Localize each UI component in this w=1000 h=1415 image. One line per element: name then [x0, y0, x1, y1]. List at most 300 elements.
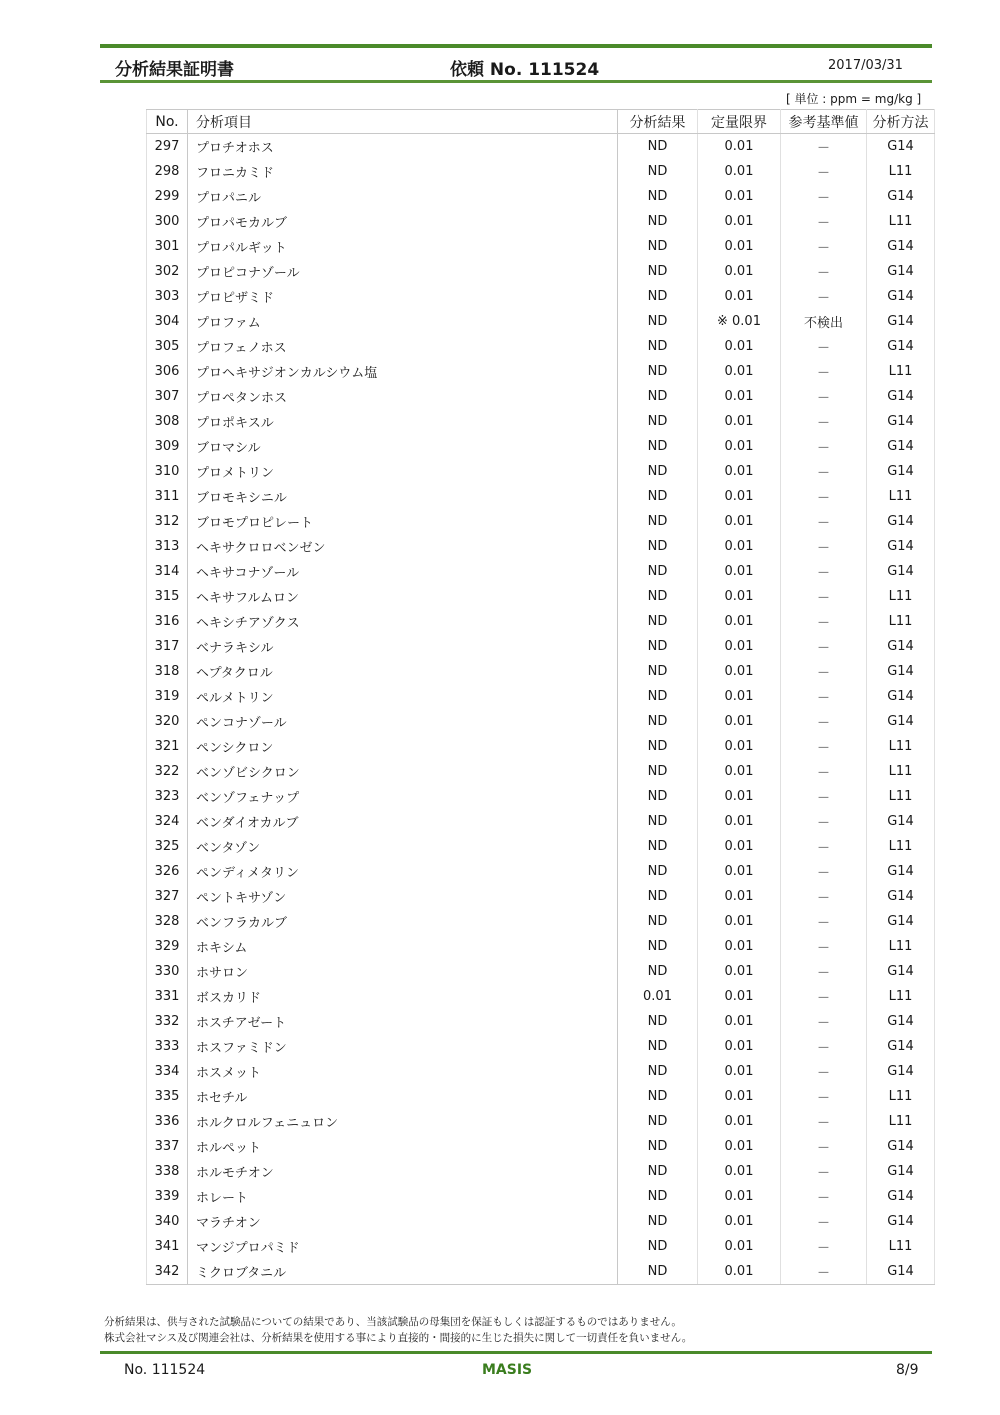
reference-value: － [781, 1084, 867, 1109]
quantitation-limit: 0.01 [698, 559, 781, 584]
row-number: 314 [147, 559, 188, 584]
reference-value: － [781, 1184, 867, 1209]
analysis-method: L11 [867, 759, 935, 784]
result-value: ND [618, 709, 698, 734]
reference-value: － [781, 984, 867, 1009]
reference-value: － [781, 284, 867, 309]
row-number: 311 [147, 484, 188, 509]
reference-value: － [781, 759, 867, 784]
result-value: ND [618, 534, 698, 559]
result-value: ND [618, 559, 698, 584]
request-number: 依頼 No. 111524 [450, 60, 600, 80]
result-value: ND [618, 1134, 698, 1159]
reference-value: － [781, 1109, 867, 1134]
analyte-name: プロヘキサジオンカルシウム塩 [188, 359, 618, 384]
row-number: 341 [147, 1234, 188, 1259]
table-row [147, 959, 935, 984]
row-number: 339 [147, 1184, 188, 1209]
reference-value: － [781, 1259, 867, 1285]
table-body [147, 134, 935, 1285]
table-row [147, 684, 935, 709]
column-header-result: 分析結果 [618, 110, 698, 134]
quantitation-limit: 0.01 [698, 1134, 781, 1159]
quantitation-limit: 0.01 [698, 884, 781, 909]
table-row [147, 984, 935, 1009]
table-row [147, 634, 935, 659]
row-number: 302 [147, 259, 188, 284]
result-value: ND [618, 184, 698, 209]
analyte-name: ヘキサコナゾール [188, 559, 618, 584]
quantitation-limit: 0.01 [698, 159, 781, 184]
row-number: 301 [147, 234, 188, 259]
document-title: 分析結果証明書 [115, 60, 234, 80]
analysis-method: G14 [867, 184, 935, 209]
analysis-method: L11 [867, 359, 935, 384]
row-number: 338 [147, 1159, 188, 1184]
result-value: ND [618, 909, 698, 934]
table-row [147, 559, 935, 584]
row-number: 315 [147, 584, 188, 609]
column-header-method: 分析方法 [867, 110, 935, 134]
analysis-method: G14 [867, 1059, 935, 1084]
table-row [147, 1084, 935, 1109]
result-value: ND [618, 1034, 698, 1059]
analyte-name: ホスチアゼート [188, 1009, 618, 1034]
result-value: ND [618, 309, 698, 334]
table-row [147, 884, 935, 909]
table-row [147, 659, 935, 684]
reference-value: － [781, 659, 867, 684]
row-number: 306 [147, 359, 188, 384]
table-row [147, 159, 935, 184]
quantitation-limit: 0.01 [698, 959, 781, 984]
reference-value: － [781, 184, 867, 209]
analysis-method: G14 [867, 434, 935, 459]
table-row [147, 1234, 935, 1259]
quantitation-limit: 0.01 [698, 184, 781, 209]
result-value: ND [618, 1009, 698, 1034]
result-value: ND [618, 359, 698, 384]
row-number: 337 [147, 1134, 188, 1159]
reference-value: － [781, 209, 867, 234]
quantitation-limit: 0.01 [698, 534, 781, 559]
analyte-name: プロファム [188, 309, 618, 334]
reference-value: － [781, 584, 867, 609]
reference-value: － [781, 334, 867, 359]
reference-value: － [781, 1209, 867, 1234]
quantitation-limit: 0.01 [698, 509, 781, 534]
quantitation-limit: 0.01 [698, 1009, 781, 1034]
analyte-name: ベナラキシル [188, 634, 618, 659]
quantitation-limit: 0.01 [698, 634, 781, 659]
footer-brand-logo: MASIS [482, 1362, 533, 1378]
table-row [147, 1184, 935, 1209]
table-row [147, 734, 935, 759]
result-value: ND [618, 759, 698, 784]
analyte-name: プロメトリン [188, 459, 618, 484]
reference-value: － [781, 234, 867, 259]
analyte-name: ホスメット [188, 1059, 618, 1084]
analyte-name: ブロモキシニル [188, 484, 618, 509]
reference-value: － [781, 809, 867, 834]
column-header-item: 分析項目 [188, 110, 618, 134]
quantitation-limit: 0.01 [698, 909, 781, 934]
analyte-name: プロポキスル [188, 409, 618, 434]
row-number: 335 [147, 1084, 188, 1109]
table-row [147, 934, 935, 959]
table-row [147, 1034, 935, 1059]
analysis-method: L11 [867, 784, 935, 809]
analyte-name: ホルモチオン [188, 1159, 618, 1184]
analysis-method: G14 [867, 284, 935, 309]
analyte-name: プロパモカルブ [188, 209, 618, 234]
quantitation-limit: 0.01 [698, 1234, 781, 1259]
row-number: 310 [147, 459, 188, 484]
reference-value: － [781, 834, 867, 859]
table-row [147, 234, 935, 259]
result-value: ND [618, 734, 698, 759]
row-number: 322 [147, 759, 188, 784]
quantitation-limit: 0.01 [698, 209, 781, 234]
analysis-method: G14 [867, 534, 935, 559]
reference-value: － [781, 684, 867, 709]
row-number: 319 [147, 684, 188, 709]
result-value: ND [618, 634, 698, 659]
row-number: 316 [147, 609, 188, 634]
row-number: 299 [147, 184, 188, 209]
analyte-name: ホキシム [188, 934, 618, 959]
quantitation-limit: 0.01 [698, 234, 781, 259]
analyte-name: ペントキサゾン [188, 884, 618, 909]
table-row [147, 809, 935, 834]
analysis-method: G14 [867, 234, 935, 259]
quantitation-limit: 0.01 [698, 584, 781, 609]
row-number: 334 [147, 1059, 188, 1084]
table-row [147, 259, 935, 284]
quantitation-limit: 0.01 [698, 1159, 781, 1184]
analysis-method: G14 [867, 634, 935, 659]
reference-value: － [781, 1059, 867, 1084]
analyte-name: ホセチル [188, 1084, 618, 1109]
row-number: 309 [147, 434, 188, 459]
analysis-method: G14 [867, 459, 935, 484]
result-value: ND [618, 1234, 698, 1259]
row-number: 328 [147, 909, 188, 934]
table-row [147, 1259, 935, 1285]
reference-value: － [781, 959, 867, 984]
analysis-method: G14 [867, 1159, 935, 1184]
table-header-row [147, 110, 935, 134]
result-value: ND [618, 484, 698, 509]
analyte-name: ベンゾフェナップ [188, 784, 618, 809]
result-value: ND [618, 834, 698, 859]
row-number: 329 [147, 934, 188, 959]
analyte-name: プロパニル [188, 184, 618, 209]
quantitation-limit: 0.01 [698, 684, 781, 709]
quantitation-limit: 0.01 [698, 1184, 781, 1209]
column-header-limit: 定量限界 [698, 110, 781, 134]
row-number: 320 [147, 709, 188, 734]
header-bottom-rule [100, 80, 932, 83]
reference-value: － [781, 784, 867, 809]
reference-value: － [781, 509, 867, 534]
analysis-method: L11 [867, 159, 935, 184]
analyte-name: ブロモプロピレート [188, 509, 618, 534]
quantitation-limit: 0.01 [698, 734, 781, 759]
result-value: ND [618, 509, 698, 534]
table-row [147, 409, 935, 434]
analysis-method: G14 [867, 334, 935, 359]
result-value: ND [618, 1059, 698, 1084]
table-row [147, 859, 935, 884]
analyte-name: ホスファミドン [188, 1034, 618, 1059]
analyte-name: ボスカリド [188, 984, 618, 1009]
analysis-method: G14 [867, 309, 935, 334]
result-value: ND [618, 859, 698, 884]
quantitation-limit: 0.01 [698, 284, 781, 309]
analyte-name: ミクロブタニル [188, 1259, 618, 1285]
reference-value: － [781, 1009, 867, 1034]
analysis-method: L11 [867, 584, 935, 609]
analysis-method: L11 [867, 934, 935, 959]
disclaimer-note: 分析結果は、供与された試験品についての結果であり、当該試験品の母集団を保証もしくは認証するものではありません。 [104, 1316, 682, 1328]
row-number: 312 [147, 509, 188, 534]
table-row [147, 459, 935, 484]
analysis-method: G14 [867, 509, 935, 534]
analysis-method: G14 [867, 559, 935, 584]
analysis-method: L11 [867, 1084, 935, 1109]
analysis-method: G14 [867, 684, 935, 709]
result-value: ND [618, 1084, 698, 1109]
result-value: ND [618, 409, 698, 434]
analyte-name: ホサロン [188, 959, 618, 984]
quantitation-limit: 0.01 [698, 1109, 781, 1134]
result-value: ND [618, 584, 698, 609]
result-value: ND [618, 284, 698, 309]
result-value: ND [618, 159, 698, 184]
table-row [147, 334, 935, 359]
result-value: ND [618, 234, 698, 259]
quantitation-limit: 0.01 [698, 759, 781, 784]
reference-value: － [781, 359, 867, 384]
analyte-name: マラチオン [188, 1209, 618, 1234]
row-number: 308 [147, 409, 188, 434]
table-row [147, 209, 935, 234]
analysis-method: G14 [867, 384, 935, 409]
analysis-method: G14 [867, 259, 935, 284]
row-number: 327 [147, 884, 188, 909]
analysis-method: G14 [867, 1209, 935, 1234]
row-number: 342 [147, 1259, 188, 1285]
analysis-method: G14 [867, 1009, 935, 1034]
row-number: 304 [147, 309, 188, 334]
quantitation-limit: 0.01 [698, 659, 781, 684]
row-number: 324 [147, 809, 188, 834]
results-table [146, 109, 935, 1285]
analysis-method: G14 [867, 884, 935, 909]
quantitation-limit: 0.01 [698, 834, 781, 859]
analyte-name: ヘキサフルムロン [188, 584, 618, 609]
quantitation-limit: 0.01 [698, 384, 781, 409]
row-number: 323 [147, 784, 188, 809]
row-number: 330 [147, 959, 188, 984]
table-row [147, 284, 935, 309]
quantitation-limit: ※ 0.01 [698, 309, 781, 334]
reference-value: － [781, 384, 867, 409]
analysis-method: L11 [867, 984, 935, 1009]
analyte-name: ペンシクロン [188, 734, 618, 759]
result-value: ND [618, 1259, 698, 1285]
quantitation-limit: 0.01 [698, 609, 781, 634]
reference-value: － [781, 1034, 867, 1059]
result-value: ND [618, 884, 698, 909]
result-value: ND [618, 1109, 698, 1134]
table-row [147, 1059, 935, 1084]
table-row [147, 834, 935, 859]
table-row [147, 609, 935, 634]
reference-value: － [781, 409, 867, 434]
quantitation-limit: 0.01 [698, 709, 781, 734]
reference-value: － [781, 159, 867, 184]
row-number: 321 [147, 734, 188, 759]
table-row [147, 709, 935, 734]
analyte-name: ヘプタクロル [188, 659, 618, 684]
analyte-name: プロペタンホス [188, 384, 618, 409]
footer-rule [100, 1351, 932, 1354]
page-number: 8/9 [896, 1362, 919, 1378]
analysis-method: L11 [867, 1109, 935, 1134]
row-number: 307 [147, 384, 188, 409]
reference-value: － [781, 934, 867, 959]
analysis-method: G14 [867, 659, 935, 684]
analyte-name: ペルメトリン [188, 684, 618, 709]
result-value: ND [618, 384, 698, 409]
result-value: ND [618, 784, 698, 809]
analyte-name: ヘキサクロロベンゼン [188, 534, 618, 559]
quantitation-limit: 0.01 [698, 409, 781, 434]
analysis-method: G14 [867, 809, 935, 834]
row-number: 326 [147, 859, 188, 884]
result-value: ND [618, 809, 698, 834]
analyte-name: ベンダイオカルブ [188, 809, 618, 834]
analyte-name: ホルペット [188, 1134, 618, 1159]
analysis-method: L11 [867, 209, 935, 234]
document-date: 2017/03/31 [828, 58, 903, 73]
quantitation-limit: 0.01 [698, 434, 781, 459]
quantitation-limit: 0.01 [698, 809, 781, 834]
analyte-name: マンジプロパミド [188, 1234, 618, 1259]
quantitation-limit: 0.01 [698, 459, 781, 484]
reference-value: － [781, 859, 867, 884]
reference-value: － [781, 1134, 867, 1159]
reference-value: － [781, 559, 867, 584]
row-number: 298 [147, 159, 188, 184]
liability-note: 株式会社マシス及び関連会社は、分析結果を使用する事により直接的・間接的に生じた損失に関して一切責任を負いません。 [104, 1332, 693, 1344]
analyte-name: ペンディメタリン [188, 859, 618, 884]
reference-value: － [781, 709, 867, 734]
table-row [147, 584, 935, 609]
result-value: ND [618, 959, 698, 984]
analysis-method: G14 [867, 134, 935, 160]
reference-value: － [781, 434, 867, 459]
analyte-name: プロピコナゾール [188, 259, 618, 284]
analyte-name: ベンフラカルブ [188, 909, 618, 934]
analyte-name: ホルクロルフェニュロン [188, 1109, 618, 1134]
result-value: 0.01 [618, 984, 698, 1009]
row-number: 303 [147, 284, 188, 309]
analysis-method: L11 [867, 834, 935, 859]
table-row [147, 909, 935, 934]
analyte-name: プロチオホス [188, 134, 618, 160]
table-row [147, 1134, 935, 1159]
analyte-name: プロピザミド [188, 284, 618, 309]
quantitation-limit: 0.01 [698, 484, 781, 509]
quantitation-limit: 0.01 [698, 1059, 781, 1084]
table-row [147, 484, 935, 509]
column-header-reference: 参考基準値 [781, 110, 867, 134]
analysis-method: G14 [867, 1034, 935, 1059]
row-number: 305 [147, 334, 188, 359]
result-value: ND [618, 1209, 698, 1234]
row-number: 297 [147, 134, 188, 160]
reference-value: － [781, 134, 867, 160]
analysis-method: G14 [867, 1184, 935, 1209]
result-value: ND [618, 134, 698, 160]
row-number: 313 [147, 534, 188, 559]
quantitation-limit: 0.01 [698, 859, 781, 884]
analysis-method: G14 [867, 409, 935, 434]
reference-value: 不検出 [781, 309, 867, 334]
unit-label: [ 単位 : ppm = mg/kg ] [786, 92, 922, 106]
analyte-name: フロニカミド [188, 159, 618, 184]
result-value: ND [618, 209, 698, 234]
table-row [147, 359, 935, 384]
table-row [147, 384, 935, 409]
analysis-method: G14 [867, 859, 935, 884]
result-value: ND [618, 334, 698, 359]
reference-value: － [781, 1159, 867, 1184]
row-number: 333 [147, 1034, 188, 1059]
reference-value: － [781, 734, 867, 759]
result-value: ND [618, 659, 698, 684]
quantitation-limit: 0.01 [698, 784, 781, 809]
reference-value: － [781, 909, 867, 934]
analyte-name: ペンコナゾール [188, 709, 618, 734]
analyte-name: ベンタゾン [188, 834, 618, 859]
analysis-method: L11 [867, 484, 935, 509]
column-header-no: No. [147, 110, 188, 134]
table-row [147, 1109, 935, 1134]
reference-value: － [781, 609, 867, 634]
table-row [147, 309, 935, 334]
table-row [147, 1009, 935, 1034]
analysis-method: L11 [867, 734, 935, 759]
table-row [147, 534, 935, 559]
reference-value: － [781, 884, 867, 909]
row-number: 336 [147, 1109, 188, 1134]
analyte-name: ホレート [188, 1184, 618, 1209]
reference-value: － [781, 259, 867, 284]
row-number: 340 [147, 1209, 188, 1234]
analysis-method: G14 [867, 709, 935, 734]
reference-value: － [781, 484, 867, 509]
table-row [147, 784, 935, 809]
analyte-name: ヘキシチアゾクス [188, 609, 618, 634]
quantitation-limit: 0.01 [698, 1084, 781, 1109]
result-value: ND [618, 684, 698, 709]
quantitation-limit: 0.01 [698, 334, 781, 359]
result-value: ND [618, 259, 698, 284]
